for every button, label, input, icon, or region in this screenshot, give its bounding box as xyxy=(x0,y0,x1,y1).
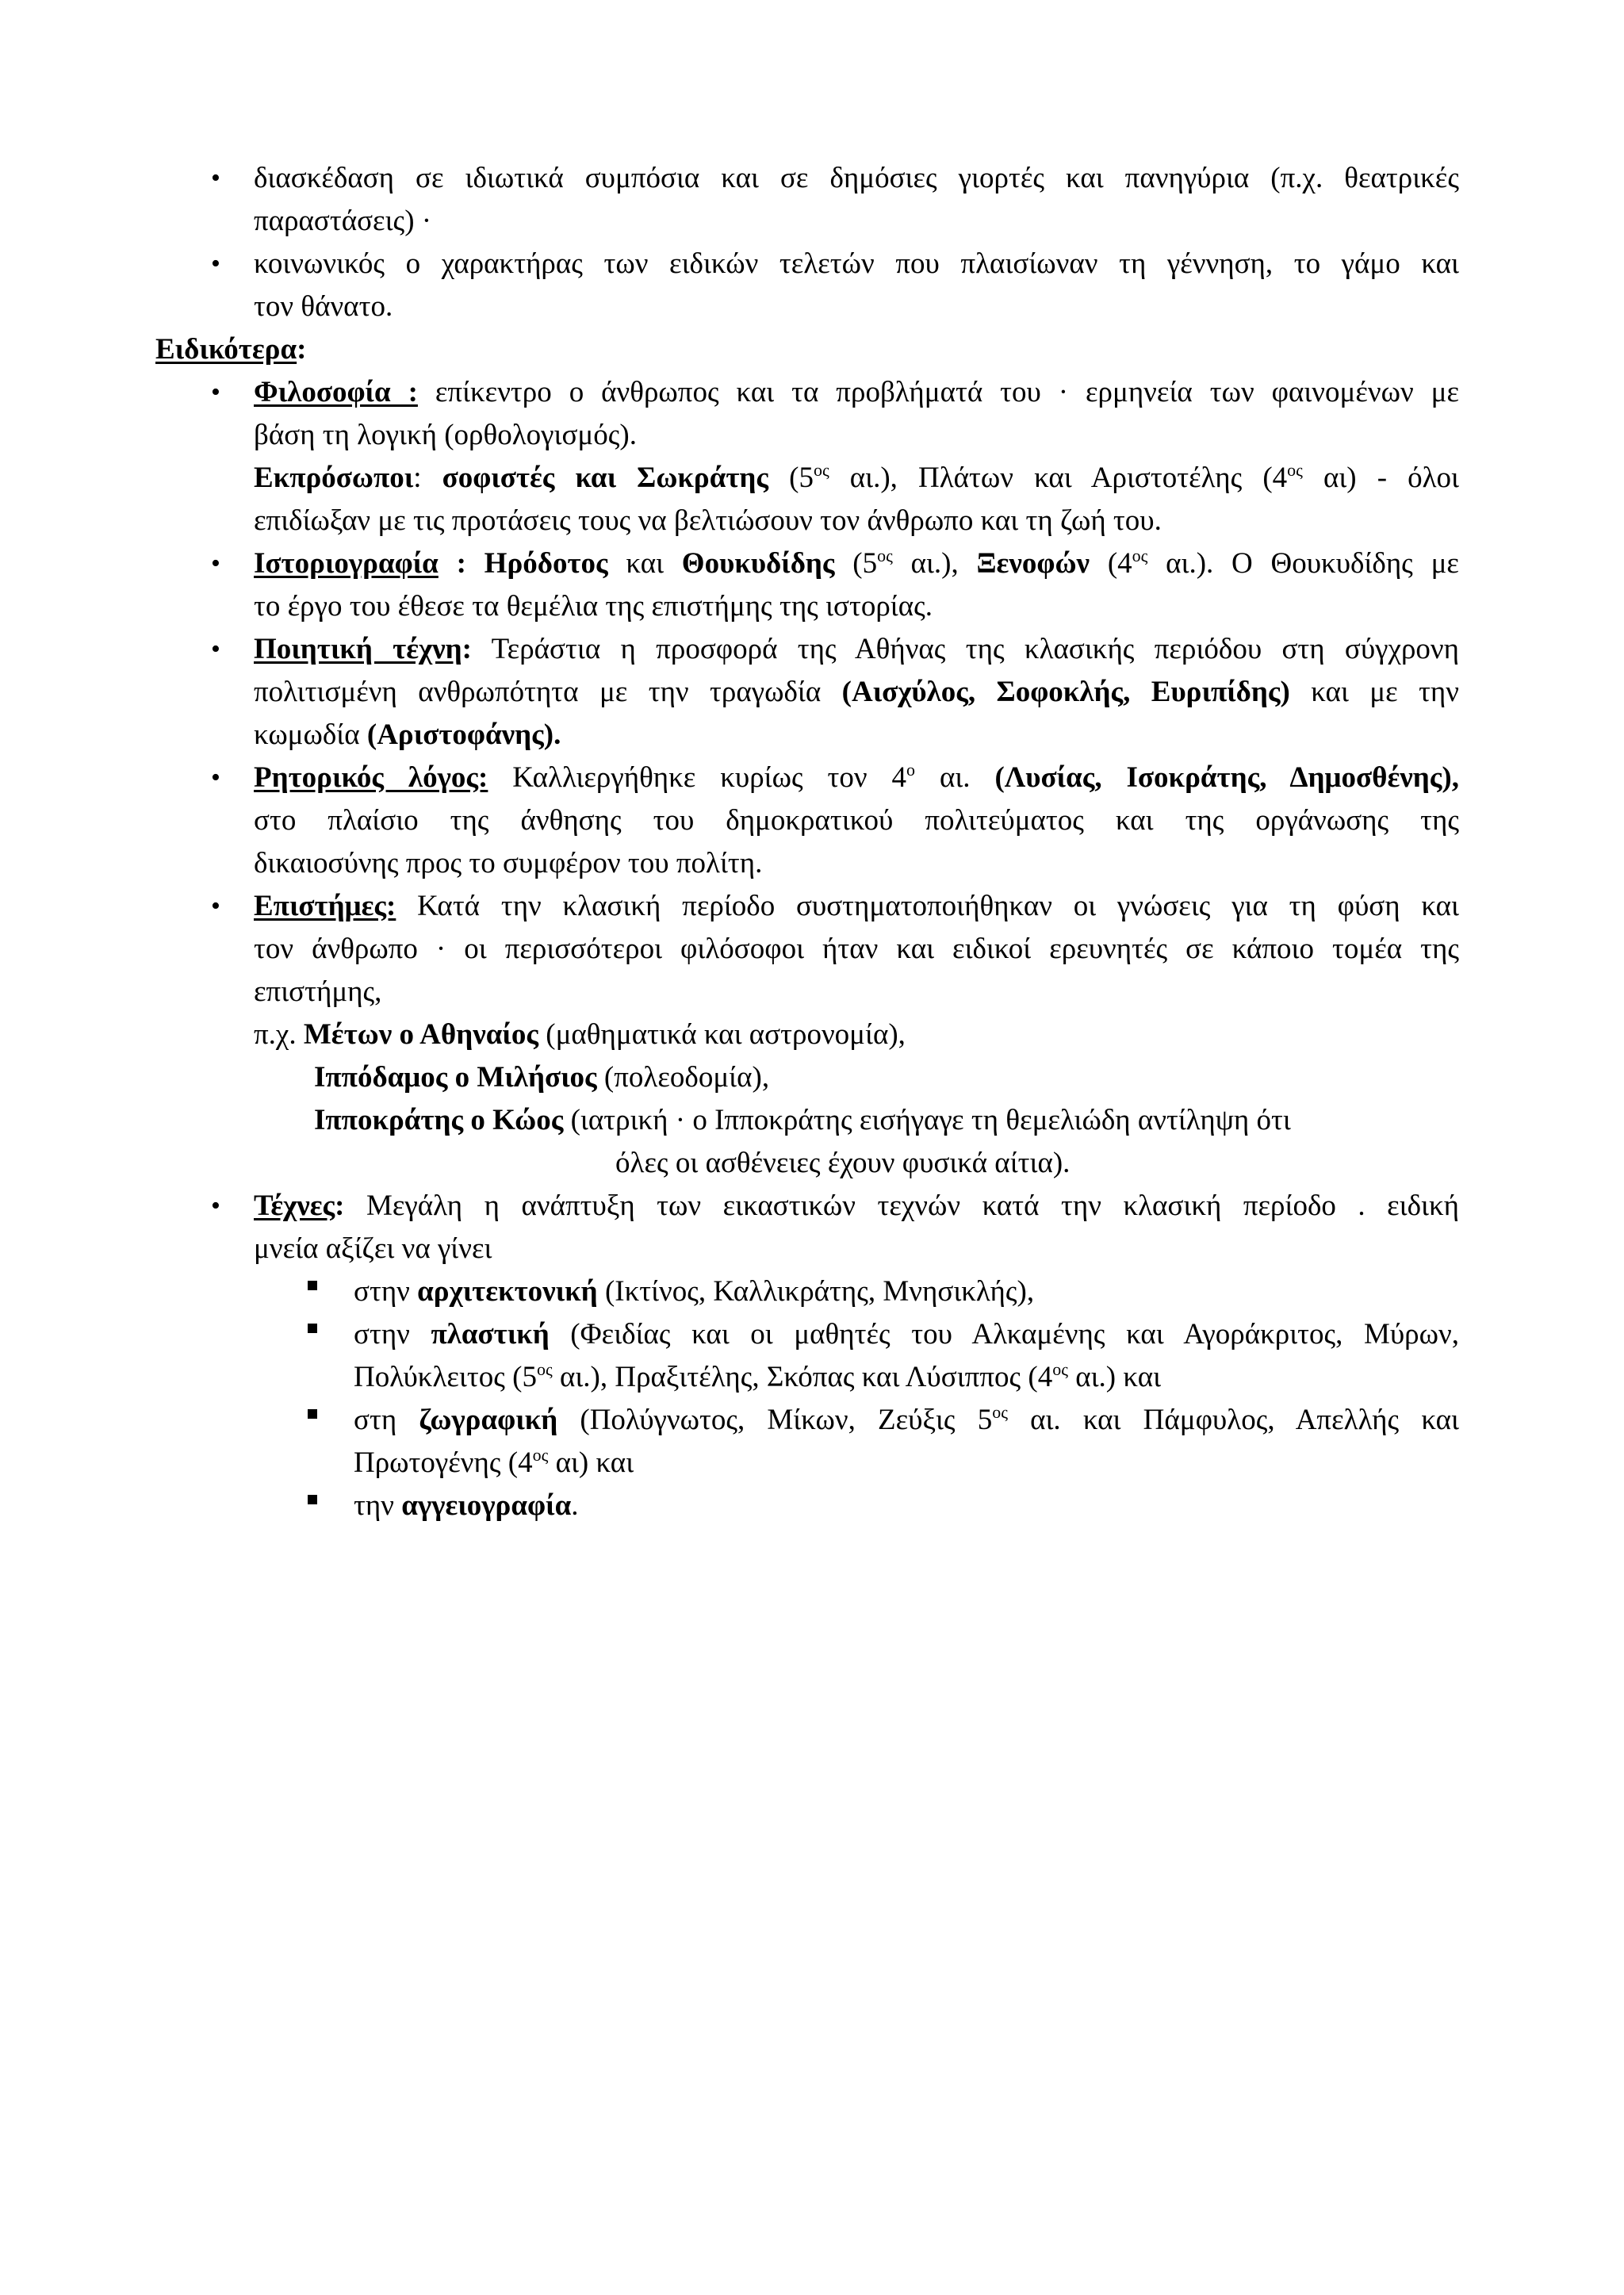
representatives-line: Εκπρόσωποι: σοφιστές και Σωκράτης ($5^{o\varsigma}$ αι.), Πλάτων και Αριστοτέλης ($4^{o\varsigma}$ αι) - όλοι xyxy=(254,460,1459,494)
arts-subitem: την αγγειογραφία. xyxy=(354,1489,579,1522)
bullet: • xyxy=(211,249,220,278)
section-heading: Ειδικότερα: xyxy=(155,333,307,366)
rhetoric-line: Ρητορικός λόγος: Καλλιεργήθηκε κυρίως τον $4^o$ αι. (Λυσίας, Ισοκράτης, Δημοσθένης), xyxy=(254,760,1459,794)
philosophy-line: Φιλοσοφία : επίκεντρο ο άνθρωπος και τα προβλήματά του · ερμηνεία των φαινομένων με xyxy=(254,376,1460,408)
paragraph-line: βάση τη λογική (ορθολογισμός). xyxy=(254,419,637,451)
paragraph-line: τον θάνατο. xyxy=(254,290,393,323)
bullet: • xyxy=(211,377,220,407)
arts-subitem: στην αρχιτεκτονική (Ικτίνος, Καλλικράτης, Μνησικλής), xyxy=(354,1275,1035,1308)
square-bullet xyxy=(308,1409,317,1419)
arts-line: Τέχνες: Μεγάλη η ανάπτυξη των εικαστικών τεχνών κατά την κλασική περίοδο . ειδική xyxy=(254,1190,1459,1222)
bullet: • xyxy=(211,1191,220,1220)
example-line: π.χ. Μέτων ο Αθηναίος (μαθηματικά και αστρονομία), xyxy=(254,1018,906,1051)
bullet: • xyxy=(211,163,220,193)
paragraph-line: παραστάσεις) · xyxy=(254,205,432,237)
example-line: Ιπποκράτης ο Κώος (ιατρική · ο Ιπποκράτης εισήγαγε τη θεμελιώδη αντίληψη ότι xyxy=(314,1104,1291,1136)
poetry-line: κωμωδία (Αριστοφάνης). xyxy=(254,718,561,751)
arts-subitem: Πολύκλειτος ($5^{o\varsigma}$ αι.), Πραξιτέλης, Σκόπας και Λύσιππος ($4^{o\varsigma}$ αι.) και xyxy=(354,1359,1162,1393)
arts-subitem: Πρωτογένης ($4^{o\varsigma}$ αι) και xyxy=(354,1445,634,1479)
square-bullet xyxy=(308,1324,317,1333)
bullet: • xyxy=(211,891,220,921)
bullet: • xyxy=(211,763,220,792)
paragraph-line: δικαιοσύνης προς το συμφέρον του πολίτη. xyxy=(254,847,763,879)
bullet: • xyxy=(211,634,220,664)
example-line: όλες οι ασθένειες έχουν φυσικά αίτια). xyxy=(615,1147,1071,1179)
square-bullet xyxy=(308,1495,317,1504)
arts-subitem: στη ζωγραφική (Πολύγνωτος, Μίκων, Ζεύξις $5^{o\varsigma}$ αι. και Πάμφυλος, Απελλής και xyxy=(354,1402,1459,1436)
bullet: • xyxy=(211,549,220,578)
paragraph-line: μνεία αξίζει να γίνει xyxy=(254,1232,492,1265)
paragraph-line: κοινωνικός ο χαρακτήρας των ειδικών τελετών που πλαισίωναν τη γέννηση, το γάμο και xyxy=(254,247,1459,280)
poetry-line: πολιτισμένη ανθρωπότητα με την τραγωδία (Αισχύλος, Σοφοκλής, Ευριπίδης) και με την xyxy=(254,676,1460,708)
paragraph-line: επιστήμης, xyxy=(254,975,382,1008)
history-line: Ιστοριογραφία : Ηρόδοτος και Θουκυδίδης ($5^{o\varsigma}$ αι.), Ξενοφών ($4^{o\varsigma}$ αι.). Ο Θουκυδίδης με xyxy=(254,546,1459,580)
poetry-line: Ποιητική τέχνη: Τεράστια η προσφορά της Αθήνας της κλασικής περιόδου στη σύγχρονη xyxy=(254,633,1459,665)
paragraph-line: διασκέδαση σε ιδιωτικά συμπόσια και σε δημόσιες γιορτές και πανηγύρια (π.χ. θεατρικές xyxy=(254,162,1459,194)
paragraph-line: τον άνθρωπο · οι περισσότεροι φιλόσοφοι ήταν και ειδικοί ερευνητές σε κάποιο τομέα της xyxy=(254,933,1459,965)
square-bullet xyxy=(308,1281,317,1290)
paragraph-line: το έργο του έθεσε τα θεμέλια της επιστήμης της ιστορίας. xyxy=(254,590,933,623)
paragraph-line: στο πλαίσιο της άνθησης του δημοκρατικού πολιτεύματος και της οργάνωσης της xyxy=(254,804,1459,837)
paragraph-line: επιδίωξαν με τις προτάσεις τους να βελτιώσουν τον άνθρωπο και τη ζωή του. xyxy=(254,504,1162,537)
arts-subitem: στην πλαστική (Φειδίας και οι μαθητές του Αλκαμένης και Αγοράκριτος, Μύρων, xyxy=(354,1318,1459,1351)
sciences-line: Επιστήμες: Κατά την κλασική περίοδο συστηματοποιήθηκαν οι γνώσεις για τη φύση και xyxy=(254,890,1459,922)
example-line: Ιππόδαμος ο Μιλήσιος (πολεοδομία), xyxy=(314,1061,770,1094)
